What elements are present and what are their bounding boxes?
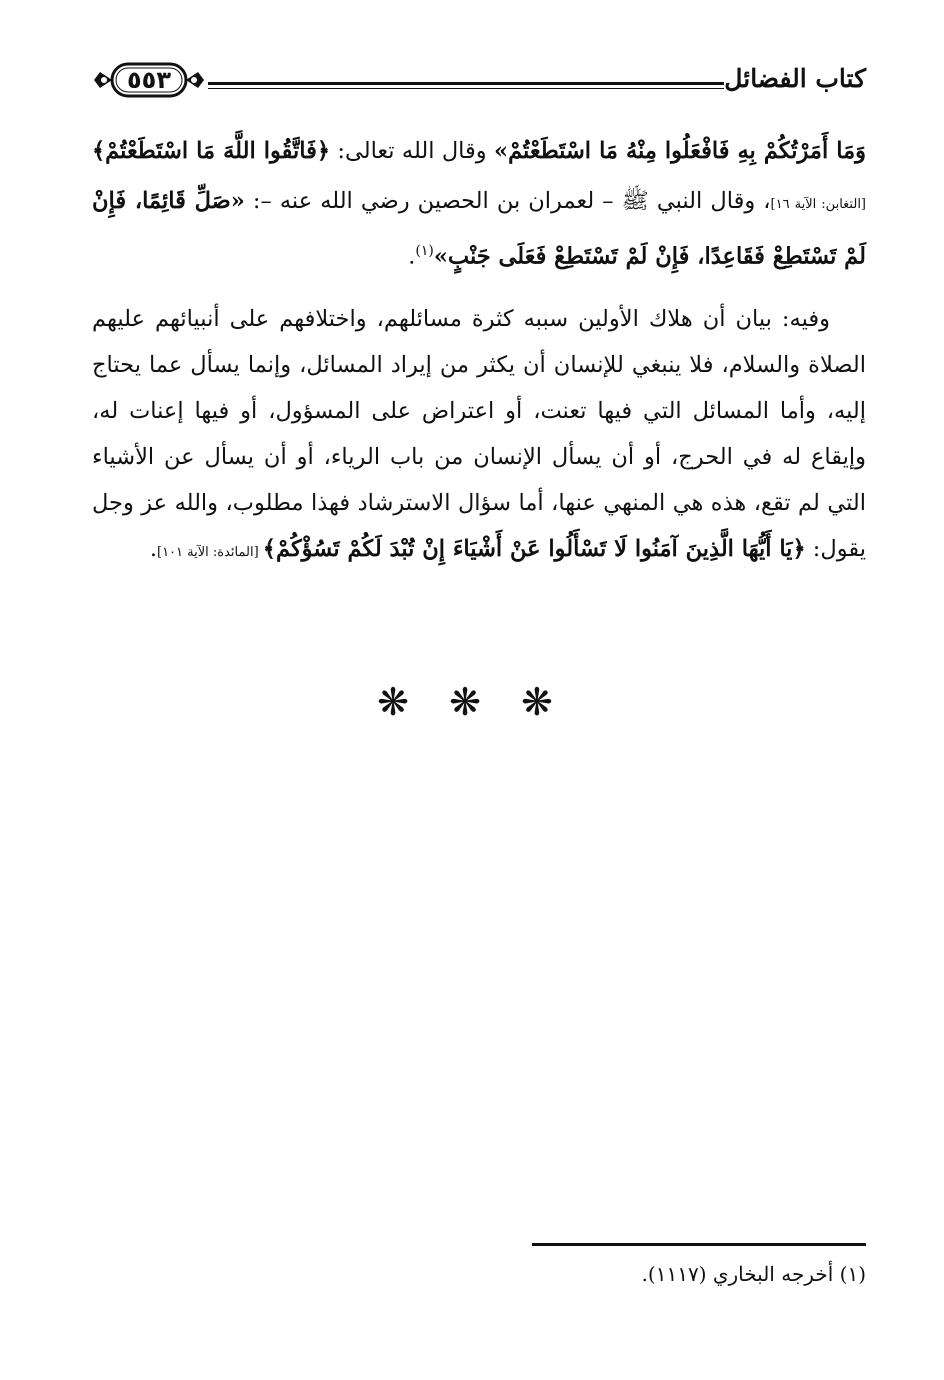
footnote: (١) أخرجه البخاري (١١١٧). xyxy=(641,1262,866,1286)
section-separator: ❋ ❋ ❋ xyxy=(377,680,567,724)
paragraph-2 xyxy=(92,296,866,576)
text-run: ، وقال النبي ﷺ – لعمران بن الحصين رضي الله عنه –: xyxy=(244,188,771,214)
text-run: وقال الله تعالى: xyxy=(330,138,495,164)
footnote-marker: (١) xyxy=(415,243,434,259)
verse-reference: [المائدة: الآية ١٠١] xyxy=(157,544,263,560)
verse-reference: [التغابن: الآية ١٦] xyxy=(770,197,866,212)
text-run: . xyxy=(149,535,157,562)
quran-verse: ﴿فَاتَّقُوا اللَّهَ مَا اسْتَطَعْتُمْ﴾ xyxy=(92,138,331,164)
quran-verse: ﴿يَا أَيُّهَا الَّذِينَ آمَنُوا لَا تَسْأَلُوا عَنْ أَشْيَاءَ إِنْ تُبْدَ لَكُمْ تَسُؤْكُمْ﴾ xyxy=(262,535,806,562)
header-rule-thin xyxy=(208,88,724,89)
page-number-ornament xyxy=(90,58,208,102)
page-number: ٥٥٣ xyxy=(127,66,171,94)
footnote-rule xyxy=(532,1243,866,1246)
body-text xyxy=(92,128,866,576)
text-run: وفيه: بيان أن هلاك الأولين سببه كثرة مسائلهم، واختلافهم على أنبيائهم عليهم الصلاة والسلام، فلا ينبغي للإنسان أن يكثر من إيراد المسائل، وإنما يسأل عما يحتاج إليه، وأما المسائل التي فيها تعنت، أو اعتراض على المسؤول، أو فيها إعنات له، وإيقاع له في الحرج، أو أن يسأل الإنسان من باب الرياء، أو أن يسأل عن الأشياء التي لم تقع، هذه هي المنهي عنها، أما سؤال الاسترشاد فهذا مطلوب، والله عز وجل يقول: xyxy=(92,305,866,562)
page-header xyxy=(90,58,866,106)
hadith-text: وَمَا أَمَرْتُكُمْ بِهِ فَافْعَلُوا مِنْهُ مَا اسْتَطَعْتُمْ» xyxy=(494,138,866,164)
hadith-text: «صَلِّ قَائِمًا، فَإِنْ لَمْ تَسْتَطِعْ فَقَاعِدًا، فَإِنْ لَمْ تَسْتَطِعْ فَعَلَى جَنْبٍ» xyxy=(92,188,866,270)
text-run: . xyxy=(408,243,416,270)
paragraph-1 xyxy=(92,128,866,280)
header-rule xyxy=(208,82,724,85)
book-title: كتاب الفضائل xyxy=(724,64,866,93)
